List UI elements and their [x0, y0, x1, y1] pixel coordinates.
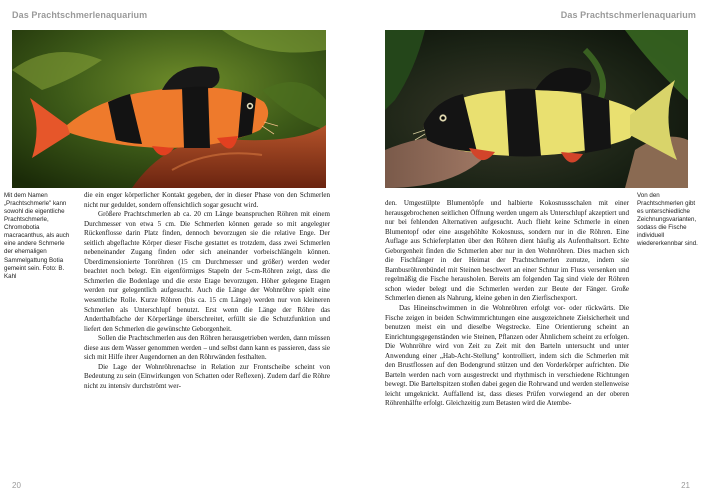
paragraph: Größere Prachtschmerlen ab ca. 20 cm Länge beanspruchen Röhren mit einem Durchmesser von etwa 5 cm. Die Schmerlen können gerade so mit angelegter Rückenflosse darin Platz finden, dennoch bevorzugen sie die relative Enge. Der seitlich abgeflachte Körper dieser Fische gestattet es trotzdem, dass zwei Schmerlen nebeneinander Zugang finden oder sich aneinander vorbeischlängeln können. Überdimensionierte Tonröhren (15 cm Durchmesser und größer) werden weder beachtet noch belegt. Ein eigenförmiges Stapeln der 5-cm-Röhren zeigt, dass die Schmerlen die Bodenlage und die erste Etage bevorzugen. Höher gelegene Etagen werden nur gelegentlich aufgesucht. Auch die Länge der Wohnröhre spielt eine wesentliche Rolle. Kurze Röhren (bis ca. 15 cm Länge) werden nur von kleineren Schmerlen als Unterschlupf benutzt. Erst wenn die Länge der Röhre das Anderthalbfache der Körperlänge überschreitet, erfüllt sie die Schutzfunktion und liefert den Schmerlen die gewünschte Geborgenheit. — [84, 210, 330, 333]
photo-orange-loach — [12, 30, 326, 188]
paragraph: den. Umgestülpte Blumentöpfe und halbierte Kokosnussschalen mit einer herausgebrochenen seitlichen Öffnung werden ungern als Unterschlupf akzeptiert und nur bei fehlenden Alternativen aufgesucht. Auch flieht keine Schmerle in einen Blumentopf oder eine ausgehöhlte Kokosnuss, sondern nur in die Röhren. Eine Auflage aus Schieferplatten über den Röhren dient häufig als Aufenthaltsort. Echte Geborgenheit finden die Schmerlen aber nur in den Wohnröhren. Dies machen sich die Fischfänger in der Heimat der Prachtschmerlen zunutze, indem sie Bambusröhrenbündel mit Steinen beschwert an einer Schnur im Fluss versenken und regelmäßig die Fische herausholen. Bereits am folgenden Tag sind viele der Röhren schon wieder belegt und die Schmerlen werden zur Beute der Fänger. Große Schmerlen dienen als Nahrung, kleine gehen in den Zierfischexport. — [385, 199, 629, 303]
paragraph: Das Hineinschwimmen in die Wohnröhren erfolgt vor- oder rückwärts. Die Fische zeigen in beiden Schwimmrichtungen eine ausgezeichnete Zielsicherheit und benutzen meist ein und dieselbe Wegstrecke. Eine Orientierung scheint an Einrichtungsgegenständen wie Steinen, Pflanzen oder Ähnlichem scheint zu erfolgen. Die Wohnröhre wird von Zeit zu Zeit mit den Barteln untersucht und unter Anwendung einer „Hab-Acht-Stellung" kontrolliert, indem sich die Schmerlen mit den Brustflossen auf den Bodengrund stützen und den Vorderkörper aufrichten. Die Barteln werden nach vorn ausgestreckt und rhythmisch in verschiedene Richtungen bewegt. Die Barteltspitzen stoßen dabei gegen die Rohrwand und werden stellenweise leicht umgeknickt. Auffallend ist, dass dieses Prüfen vorwiegend an der oberen Röhrenhälfte erfolgt. Gleichzeitig zum Betasten wird die Atembe- — [385, 304, 629, 408]
paragraph: Sollen die Prachtschmerlen aus den Röhren herausgetrieben werden, dann müssen diese aus dem Wasser genommen werden – und selbst dann kann es passieren, dass sie sich mit Hilfe ihrer Augendornen an den Röhrwänden festhalten. — [84, 334, 330, 362]
right-page — [355, 0, 710, 500]
running-head-left: Das Prachtschmerlenaquarium — [12, 10, 148, 20]
page-number-right: 21 — [681, 481, 690, 490]
paragraph: Die Lage der Wohnröhrenachse in Relation zur Frontscheibe scheint von Bedeutung zu sein (Einwirkungen von Schatten oder Reflexen). Zudem darf die Röhre nicht zu intensiv durchströmt wer- — [84, 362, 330, 390]
running-head-right: Das Prachtschmerlenaquarium — [560, 10, 696, 20]
photo-caption-right: Von den Prachtschmerlen gibt es unterschiedliche Zeichnungsvarianten, sodass die Fische individuell wiedererkennbar sind. — [637, 192, 698, 248]
page-number-left: 20 — [12, 481, 21, 490]
body-text-left — [84, 191, 330, 391]
paragraph: die ein enger körperlicher Kontakt gegeben, der in dieser Phase von den Schmerlen nicht nur geduldet, sondern offensichtlich sogar gesucht wird. — [84, 191, 330, 209]
body-text-right — [385, 199, 629, 409]
photo-yellow-loach — [385, 30, 688, 188]
photo-caption-left: Mit dem Namen „Prachtschmerle" kann sowohl die eigentliche Prachtschmerle, Chromobotia macracanthus, als auch eine andere Schmerle der ehemaligen Sammelgattung Botia gemeint sein. Foto: B. Kahl — [4, 192, 70, 280]
